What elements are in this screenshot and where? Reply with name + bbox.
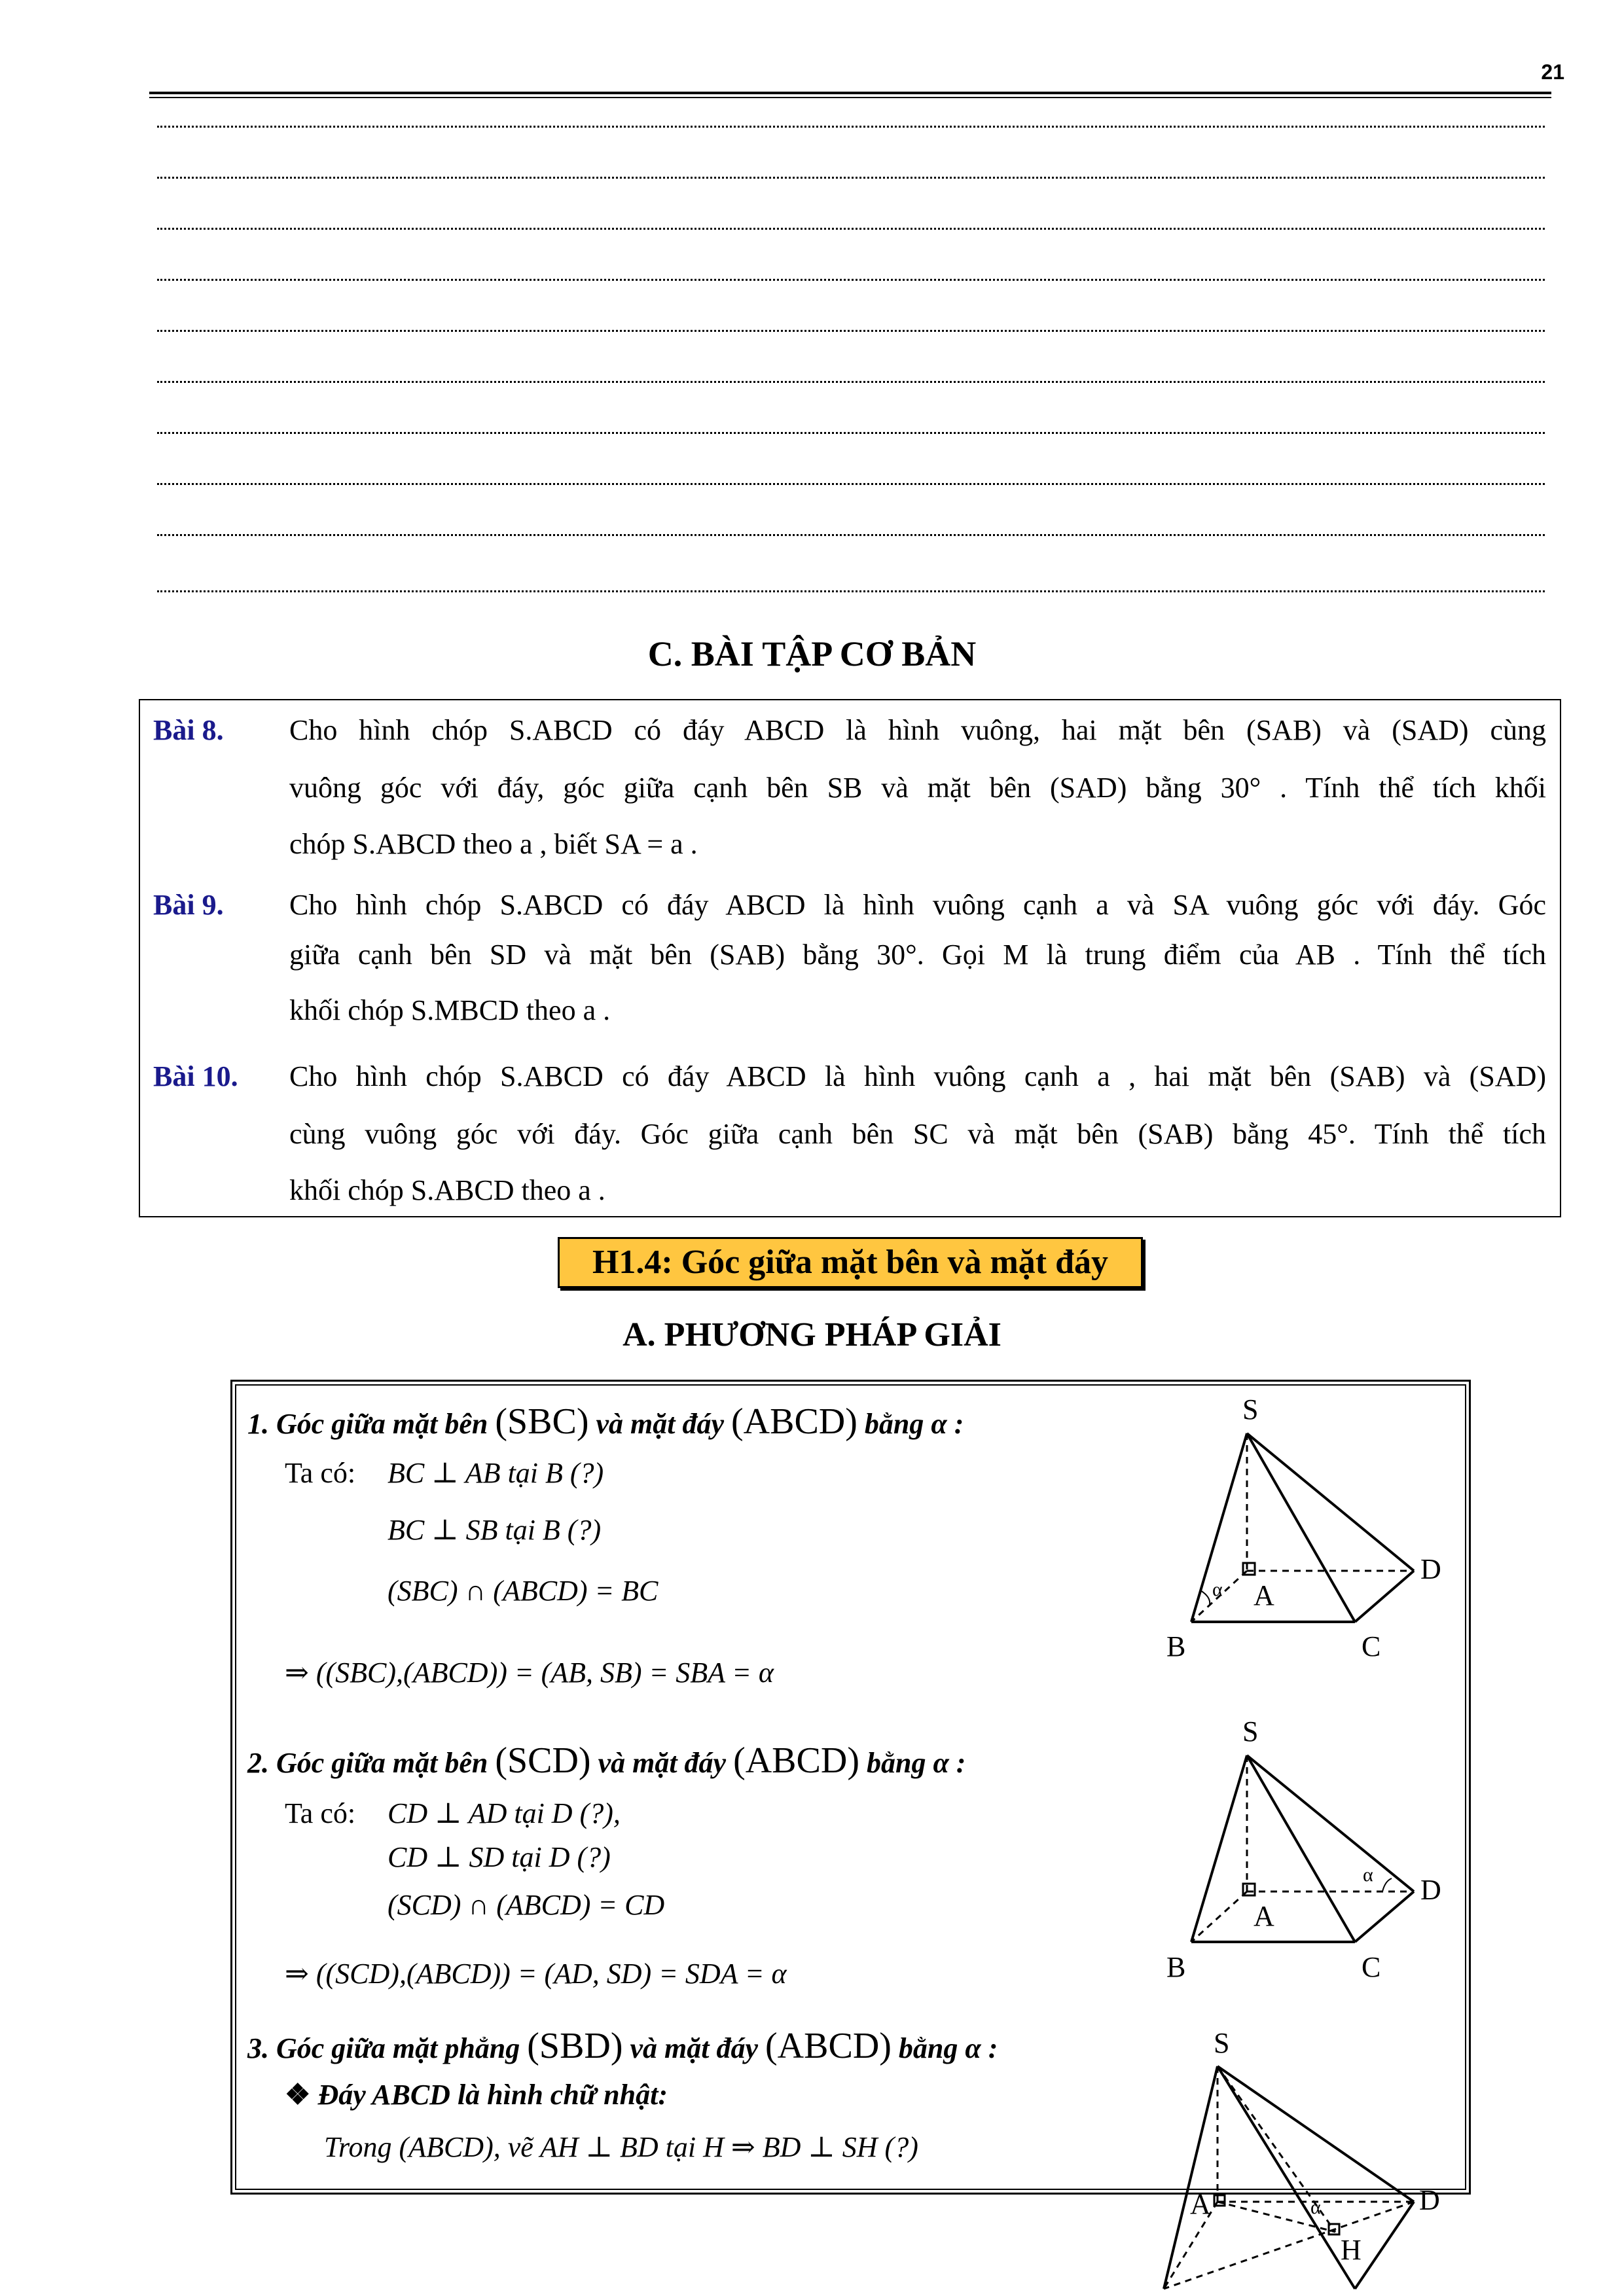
pyramid-figure-3 xyxy=(1139,2024,1460,2296)
pyramid-figure-1 xyxy=(1152,1388,1453,1662)
vertex-label-s: S xyxy=(1214,2027,1230,2059)
header-rule xyxy=(149,92,1551,94)
exercise-text-line: khối chóp S.ABCD theo a . xyxy=(289,1174,605,1206)
vertex-label-b: B xyxy=(1166,1630,1186,1662)
vertex-label-a: A xyxy=(1254,1900,1274,1932)
answer-line[interactable] xyxy=(157,381,1545,383)
method-3-subheading: ❖ Đáy ABCD là hình chữ nhật: xyxy=(285,2079,668,2111)
page-number: 21 xyxy=(1541,60,1564,84)
vertex-label-d: D xyxy=(1420,1874,1441,1906)
pyramid-figure-2 xyxy=(1152,1710,1453,1984)
point-label-h: H xyxy=(1341,2234,1362,2266)
answer-line[interactable] xyxy=(157,177,1545,179)
answer-line[interactable] xyxy=(157,228,1545,230)
method-1-conclusion: ⇒ ((SBC),(ABCD)) = (AB, SB) = SBA = α xyxy=(285,1657,774,1689)
vertex-label-c: C xyxy=(1362,1630,1381,1662)
method-1-heading: 1. Góc giữa mặt bên (SBC) và mặt đáy (ABCD) bằng α : xyxy=(247,1401,964,1442)
method-1-step: BC ⊥ SB tại B (?) xyxy=(388,1514,602,1546)
angle-label-alpha: α xyxy=(1310,2197,1321,2218)
exercise-text-line: Cho hình chóp S.ABCD có đáy ABCD là hình vuông cạnh a , hai mặt bên (SAB) và (SAD) xyxy=(289,1060,1546,1092)
topic-heading-box xyxy=(558,1237,1143,1288)
method-2-conclusion: ⇒ ((SCD),(ABCD)) = (AD, SD) = SDA = α xyxy=(285,1958,787,1990)
vertex-label-a: A xyxy=(1190,2188,1211,2220)
method-2-step: CD ⊥ AD tại D (?), xyxy=(388,1797,621,1829)
method-2-step: CD ⊥ SD tại D (?) xyxy=(388,1841,611,1873)
vertex-label-d: D xyxy=(1420,1553,1441,1585)
vertex-label-s: S xyxy=(1242,1715,1259,1748)
header-rule-thin xyxy=(149,97,1551,98)
exercise-text-line: vuông góc với đáy, góc giữa cạnh bên SB và mặt bên (SAD) bằng 30° . Tính thể tích khối xyxy=(289,772,1546,804)
exercise-text-line: Cho hình chóp S.ABCD có đáy ABCD là hình vuông cạnh a và SA vuông góc với đáy. Góc xyxy=(289,889,1546,921)
vertex-label-s: S xyxy=(1242,1393,1259,1426)
section-a-title: A. PHƯƠNG PHÁP GIẢI xyxy=(623,1316,1001,1354)
topic-heading: H1.4: Góc giữa mặt bên và mặt đáy xyxy=(592,1244,1109,1281)
answer-line[interactable] xyxy=(157,126,1545,128)
method-3-step: Trong (ABCD), vẽ AH ⊥ BD tại H ⇒ BD ⊥ SH (?) xyxy=(324,2131,918,2163)
ta-co-label: Ta có: xyxy=(285,1797,356,1829)
exercise-text-line: Cho hình chóp S.ABCD có đáy ABCD là hình vuông, hai mặt bên (SAB) và (SAD) cùng xyxy=(289,714,1546,746)
exercise-label: Bài 10. xyxy=(153,1060,238,1092)
answer-line[interactable] xyxy=(157,483,1545,485)
method-1-step: BC ⊥ AB tại B (?) xyxy=(388,1457,604,1489)
vertex-label-b: B xyxy=(1166,1951,1186,1983)
diamond-bullet-icon: ❖ xyxy=(285,2079,311,2111)
answer-line[interactable] xyxy=(157,330,1545,332)
angle-label-alpha: α xyxy=(1363,1864,1373,1886)
method-3-heading: 3. Góc giữa mặt phẳng (SBD) và mặt đáy (ABCD) bằng α : xyxy=(247,2026,998,2066)
method-2-heading: 2. Góc giữa mặt bên (SCD) và mặt đáy (ABCD) bằng α : xyxy=(247,1740,966,1781)
exercise-text-line: chóp S.ABCD theo a , biết SA = a . xyxy=(289,828,698,860)
exercise-text-line: cùng vuông góc với đáy. Góc giữa cạnh bên SC và mặt bên (SAB) bằng 45°. Tính thể tích xyxy=(289,1118,1546,1150)
exercise-label: Bài 8. xyxy=(153,714,224,746)
exercise-text-line: khối chóp S.MBCD theo a . xyxy=(289,994,611,1026)
exercise-text-line: giữa cạnh bên SD và mặt bên (SAB) bằng 30°. Gọi M là trung điểm của AB . Tính thể tích xyxy=(289,939,1546,971)
exercise-label: Bài 9. xyxy=(153,889,224,921)
answer-line[interactable] xyxy=(157,590,1545,592)
answer-line[interactable] xyxy=(157,279,1545,281)
answer-line[interactable] xyxy=(157,432,1545,434)
vertex-label-c: C xyxy=(1362,1951,1381,1983)
section-c-title: C. BÀI TẬP CƠ BẢN xyxy=(647,634,977,673)
vertex-label-a: A xyxy=(1254,1579,1274,1611)
method-1-step: (SBC) ∩ (ABCD) = BC xyxy=(388,1575,659,1607)
angle-label-alpha: α xyxy=(1212,1579,1223,1600)
ta-co-label: Ta có: xyxy=(285,1457,356,1489)
method-2-step: (SCD) ∩ (ABCD) = CD xyxy=(388,1889,665,1921)
answer-line[interactable] xyxy=(157,534,1545,536)
vertex-label-d: D xyxy=(1419,2184,1440,2216)
